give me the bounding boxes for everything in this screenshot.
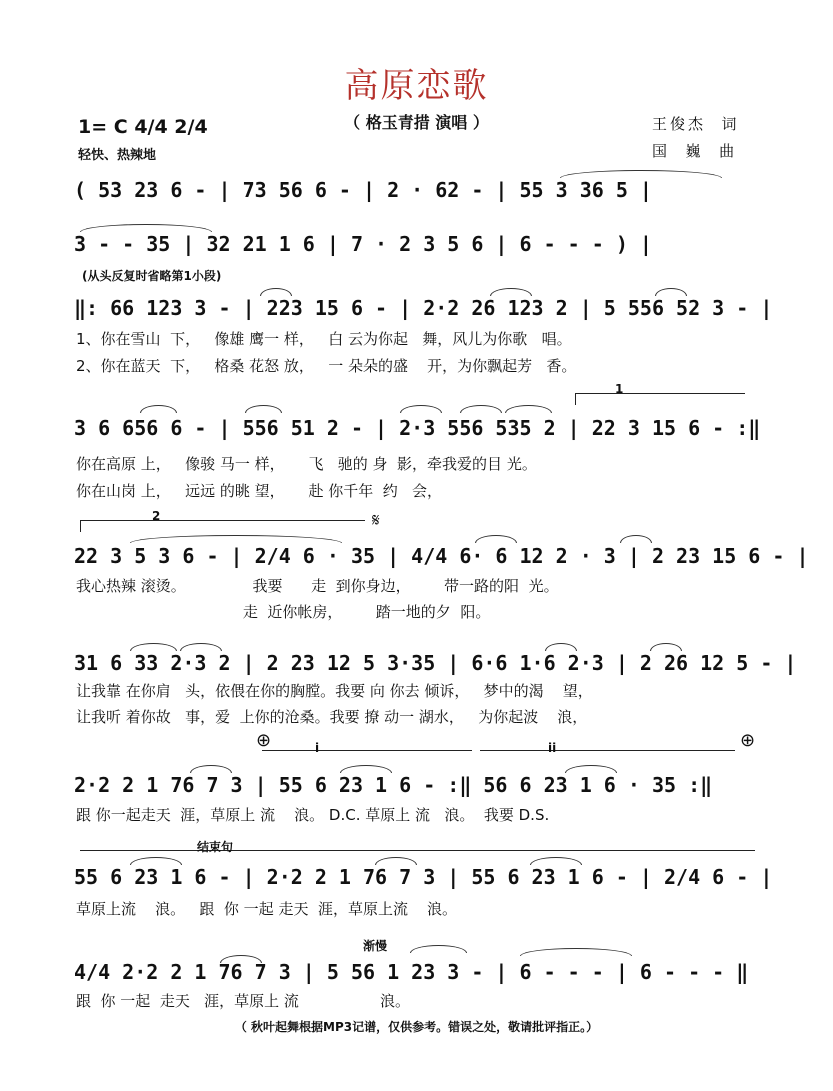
volta-bracket-2 [80,520,365,521]
footer-note: （ 秋叶起舞根据MP3记谱，仅供参考。错误之处，敬请批评指正。） [234,1020,599,1034]
lyric-verse-1: 让我靠 在你肩 头，依偎在你的胸膛。我要 向 你去 倾诉， 梦中的渴 望， [76,682,593,700]
music-line: 55 6 23 1 6 - | 2·2 2 1 76 7 3 | 55 6 23 1 6 - | 2/4 6 - | [74,865,773,889]
lyric-verse-2: 走 近你帐房， 踏一地的夕 阳。 [76,603,491,621]
rit-marking: 渐慢 [363,939,388,953]
tempo-marking: 轻快、热辣地 [78,148,157,163]
slur [180,643,222,651]
slur [560,170,722,178]
slur [620,535,652,543]
coda-icon: ⊕ [256,730,272,751]
slur [520,948,632,956]
lyricist-credit: 王俊杰 词 [652,115,740,133]
lyric-verse-1: 你在高原 上， 像骏 马一 样， 飞 驰的 身 影，牵我爱的目 光。 [76,455,537,473]
volta-i-label: i [315,741,320,755]
slur [260,288,292,296]
slur [475,535,517,543]
slur [80,224,212,232]
music-line: 31 6 33 2·3 2 | 2 23 12 5 3·35 | 6·6 1·6 2·3 | 2 26 12 5 - | [74,651,797,675]
volta-2-label: 2 [152,509,161,523]
volta-bracket-1 [575,393,745,394]
slur [130,535,342,543]
segno-icon: 𝄋 [372,510,380,531]
music-line: ‖: 66 123 3 - | 223 15 6 - | 2·2 26 123 2 | 5 556 52 3 - | [74,296,773,320]
volta-ii-label: ii [548,741,557,755]
slur [655,288,687,296]
coda-icon: ⊕ [740,730,756,751]
slur [460,405,502,413]
slur [190,765,232,773]
music-line: ( 53 23 6 - | 73 56 6 - | 2 · 62 - | 55 3 36 5 | [74,178,652,202]
lyric-line: 跟 你 一起 走天 涯，草原上 流 浪。 [76,992,410,1010]
slur [490,288,532,296]
lyric-verse-2: 让我听 着你故 事，爱 上你的沧桑。我要 撩 动一 湖水， 为你起波 浪， [76,708,588,726]
repeat-note: (从头反复时省略第1小段) [82,269,222,283]
key-signature: 1= C 4/4 2/4 [78,116,208,138]
lyric-line: 草原上流 浪。 跟 你 一起 走天 涯，草原上流 浪。 [76,900,458,918]
ending-bracket [80,850,755,851]
slur [400,405,442,413]
music-line: 22 3 5 3 6 - | 2/4 6 · 35 | 4/4 6· 6 12 2 · 3 | 2 23 15 6 - | [74,544,809,568]
ending-label: 结束句 [197,840,234,854]
slur [530,857,582,865]
music-line: 3 6 656 6 - | 556 51 2 - | 2·3 556 535 2 | 22 3 15 6 - :‖ [74,416,761,440]
slur [545,643,577,651]
composer-credit: 国 巍 曲 [652,142,738,160]
music-line: 4/4 2·2 2 1 76 7 3 | 5 56 1 23 3 - | 6 - - - | 6 - - - ‖ [74,960,749,984]
slur [340,765,392,773]
volta-bracket-i [262,750,472,751]
lyric-verse-1: 1、你在雪山 下， 像雄 鹰一 样， 白 云为你起 舞，风儿为你歌 唱。 [76,330,572,348]
slur [245,405,282,413]
volta-1-label: 1 [615,382,624,396]
slur [140,405,177,413]
lyric-line: 跟 你一起走天 涯，草原上 流 浪。 D.C. 草原上 流 浪。 我要 D.S. [76,806,550,824]
slur [130,857,182,865]
volta-tick [80,520,81,532]
volta-tick [575,393,576,405]
lyric-verse-1: 我心热辣 滚烫。 我要 走 到你身边， 带一路的阳 光。 [76,577,559,595]
slur [650,643,682,651]
song-title: 高原恋歌 [344,66,489,106]
music-line: 3 - - 35 | 32 21 1 6 | 7 · 2 3 5 6 | 6 - - - ) | [74,232,652,256]
music-line: 2·2 2 1 76 7 3 | 55 6 23 1 6 - :‖ 56 6 23 1 6 · 35 :‖ [74,773,713,797]
slur [130,643,177,651]
performer-line: （ 格玉青措 演唱 ） [344,113,489,132]
slur [410,945,467,953]
slur [375,857,417,865]
volta-bracket-ii [480,750,735,751]
lyric-verse-2: 你在山岗 上， 远远 的眺 望， 赴 你千年 约 会， [76,482,443,500]
lyric-verse-2: 2、你在蓝天 下， 格桑 花怒 放， 一 朵朵的盛 开，为你飘起芳 香。 [76,357,577,375]
slur [505,405,552,413]
slur [565,765,617,773]
